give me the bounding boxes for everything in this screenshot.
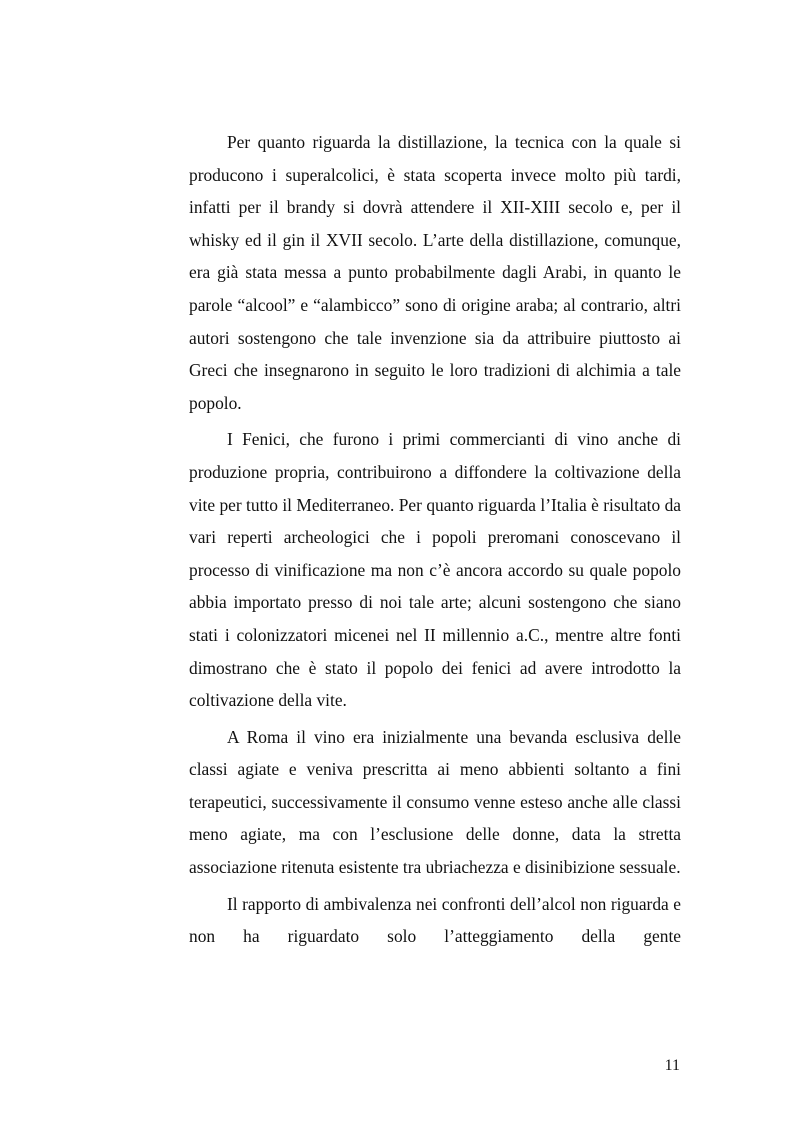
paragraph-rome: A Roma il vino era inizialmente una bevanda esclusiva delle classi agiate e veniva prescritta ai meno abbienti soltanto a fini terapeutici, successivamente il consumo venne esteso anche alle classi meno agiate, ma con l’esclusione delle donne, data la stretta associazione ritenuta esistente tra ubriachezza e disinibizione sessuale. (189, 726, 681, 878)
body-text (189, 126, 681, 957)
paragraph-ambivalence: Il rapporto di ambivalenza nei confronti dell’alcol non riguarda e non ha riguardato solo l’atteggiamento della gente (189, 893, 681, 947)
paragraph-distillation: Per quanto riguarda la distillazione, la tecnica con la quale si producono i superalcolici, è stata scoperta invece molto più tardi, infatti per il brandy si dovrà attendere il XII-XIII secolo e, per il whisky ed il gin il XVII secolo. L’arte della distillazione, comunque, era già stata messa a punto probabilmente dagli Arabi, in quanto le parole “alcool” e “alambicco” sono di origine araba; al contrario, altri autori sostengono che tale invenzione sia da attribuire piuttosto ai Greci che insegnarono in seguito le loro tradizioni di alchimia a tale popolo. (189, 132, 681, 413)
paragraph-phoenicians: I Fenici, che furono i primi commercianti di vino anche di produzione propria, contribuirono a diffondere la coltivazione della vite per tutto il Mediterraneo. Per quanto riguarda l’Italia è risultato da vari reperti archeologici che i popoli preromani conoscevano il processo di vinificazione ma non c’è ancora accordo su quale popolo abbia importato presso di noi tale arte; alcuni sostengono che siano stati i colonizzatori micenei nel II millennio a.C., mentre altre fonti dimostrano che è stato il popolo dei fenici ad avere introdotto la coltivazione della vite. (189, 429, 681, 711)
page-number: 11 (664, 1057, 680, 1074)
